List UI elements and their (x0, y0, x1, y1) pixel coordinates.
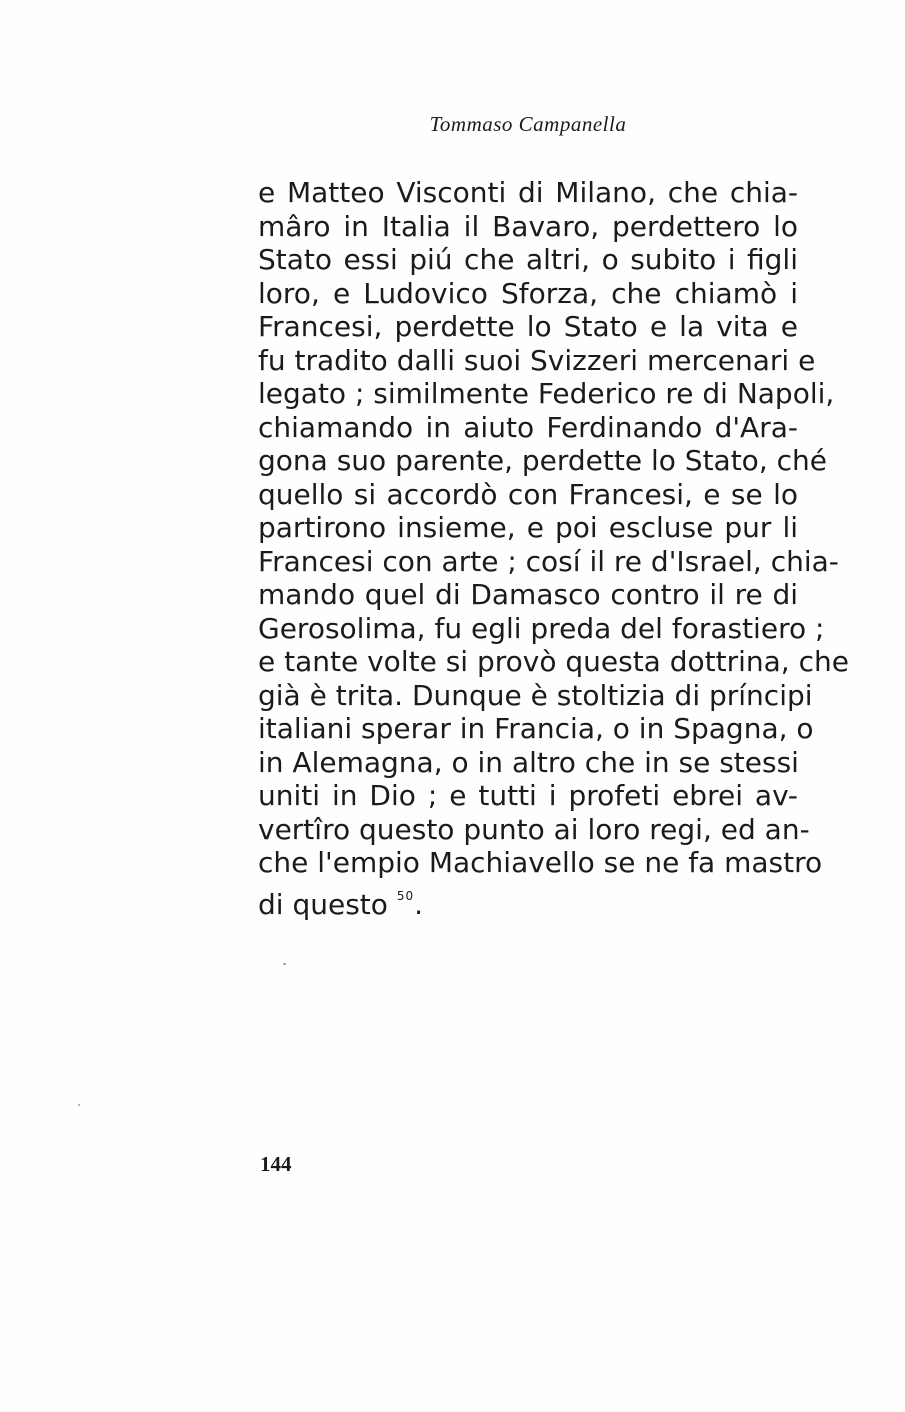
text-line: e Matteo Visconti di Milano, che chia- (258, 176, 798, 209)
text-line: Stato essi piú che altri, o subito i figli (258, 243, 798, 276)
page-number: 144 (260, 1152, 292, 1176)
text-line: mâro in Italia il Bavaro, perdettero lo (258, 209, 798, 243)
text-line: Gerosolima, fu egli preda del forastiero ; (258, 611, 825, 645)
final-punctuation: . (414, 887, 423, 921)
final-line-text: di questo (258, 887, 388, 921)
text-line: partirono insieme, e poi escluse pur li (258, 511, 798, 544)
text-line: legato ; similmente Federico re di Napoli, (258, 377, 835, 410)
text-line-final (258, 880, 798, 922)
text-line: gona suo parente, perdette lo Stato, ché (258, 444, 827, 477)
text-line: e tante volte si provò questa dottrina, che (258, 645, 849, 678)
text-line: Francesi, perdette lo Stato e la vita e (258, 310, 798, 343)
text-line: fu tradito dalli suoi Svizzeri mercenari e (258, 343, 816, 377)
text-line: chiamando in aiuto Ferdinando d'Ara- (258, 410, 798, 444)
paper-speck (78, 1104, 80, 1106)
text-line: in Alemagna, o in altro che in se stessi (258, 745, 799, 779)
text-line: che l'empio Machiavello se ne fa mastro (258, 846, 823, 879)
text-line: Francesi con arte ; cosí il re d'Israel, chia- (258, 544, 839, 578)
body-text (258, 176, 849, 921)
text-line: loro, e Ludovico Sforza, che chiamò i (258, 276, 798, 310)
text-line: uniti in Dio ; e tutti i profeti ebrei av- (258, 779, 798, 812)
footnote-reference: 50 (396, 888, 415, 903)
text-line: vertîro questo punto ai loro regi, ed an- (258, 812, 810, 846)
text-line: italiani sperar in Francia, o in Spagna, o (258, 712, 814, 745)
text-line: quello si accordò con Francesi, e se lo (258, 477, 798, 511)
running-title: Tommaso Campanella (429, 112, 627, 136)
text-line: già è trita. Dunque è stoltizia di príncipi (258, 678, 813, 712)
text-line: mando quel di Damasco contro il re di (258, 578, 798, 611)
paper-speck (283, 963, 286, 965)
